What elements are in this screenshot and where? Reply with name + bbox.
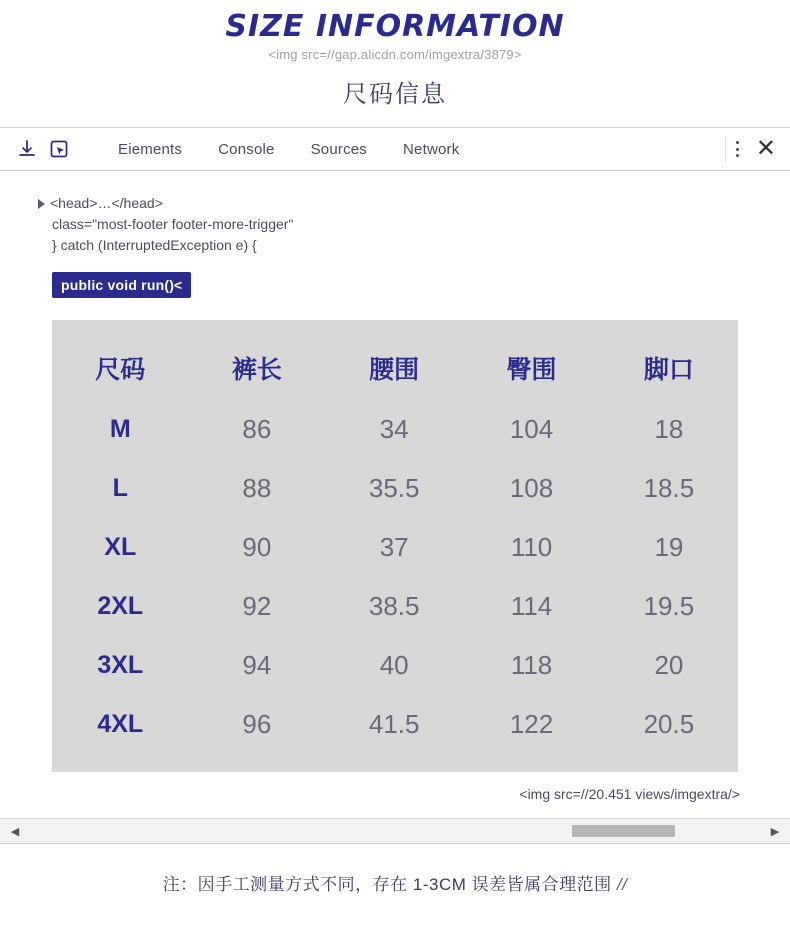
table-row (52, 636, 738, 695)
table-row (52, 695, 738, 754)
image-source-note: <img src=//20.451 views/imgextra/> (519, 786, 740, 802)
code-line[interactable]: class="most-footer footer-more-trigger" (52, 216, 294, 232)
scrollbar-track[interactable] (26, 825, 764, 837)
tab-console[interactable]: Console (218, 140, 275, 158)
cell-size: 3XL (97, 651, 144, 679)
cell-hip: 114 (510, 591, 553, 621)
cell-waist: 41.5 (368, 709, 420, 739)
page-title-chinese: 尺码信息 (343, 81, 447, 108)
table-row (52, 400, 738, 459)
download-icon[interactable] (14, 136, 40, 162)
page-subtitle-img-tag: <img src=//gap.alicdn.com/imgextra/3879> (268, 47, 522, 62)
code-line-text: <head>…</head> (50, 195, 163, 211)
cell-leg-opening: 18.5 (643, 473, 695, 503)
kebab-menu-icon[interactable] (736, 141, 740, 157)
devtools-actions (725, 136, 776, 162)
cell-pant-length: 90 (242, 532, 272, 562)
column-header-pant-length: 裤长 (231, 356, 282, 384)
cell-leg-opening: 19 (654, 532, 684, 562)
cell-leg-opening: 20.5 (643, 709, 695, 739)
cell-waist: 40 (379, 650, 409, 680)
cell-hip: 110 (510, 532, 553, 562)
column-header-size: 尺码 (95, 356, 146, 384)
devtools-tabs (100, 141, 725, 158)
cell-size: L (112, 474, 128, 502)
tab-elements[interactable]: Eiements (118, 140, 183, 158)
cell-waist: 34 (379, 414, 409, 444)
column-header-hip: 臀围 (506, 356, 557, 384)
scrollbar-thumb[interactable] (572, 825, 675, 837)
code-panel (0, 171, 790, 298)
horizontal-scrollbar[interactable] (0, 818, 790, 844)
footer-note-suffix: // (616, 875, 628, 894)
tab-network[interactable]: Network (403, 140, 460, 158)
size-table (52, 334, 738, 754)
table-header-row (52, 334, 738, 400)
close-icon[interactable]: ✕ (755, 135, 776, 162)
column-header-leg-opening: 脚口 (643, 356, 694, 384)
scroll-left-arrow-icon[interactable]: ◀ (10, 825, 20, 838)
size-table-container (52, 320, 738, 772)
code-line[interactable] (38, 193, 740, 214)
cell-hip: 104 (509, 414, 554, 444)
cell-waist: 38.5 (368, 591, 420, 621)
cell-waist: 35.5 (368, 473, 420, 503)
cell-size: 2XL (97, 592, 144, 620)
cell-leg-opening: 19.5 (643, 591, 695, 621)
code-line[interactable]: } catch (InterruptedException e) { (52, 237, 257, 253)
expand-triangle-icon[interactable] (38, 199, 45, 209)
cell-pant-length: 88 (242, 473, 272, 503)
page-header (0, 0, 790, 109)
cell-leg-opening: 20 (654, 650, 684, 680)
scroll-right-arrow-icon[interactable]: ▶ (770, 825, 780, 838)
cell-waist: 37 (379, 532, 409, 562)
page-title: SIZE INFORMATION (225, 9, 565, 44)
column-header-waist: 腰围 (369, 356, 420, 384)
cell-hip: 118 (510, 650, 553, 680)
cell-size: M (109, 415, 131, 443)
footer-note-text: 注：因手工测量方式不同，存在 1-3CM 误差皆属合理范围 (162, 875, 612, 894)
cell-pant-length: 92 (242, 591, 272, 621)
footer-note (0, 844, 790, 895)
cell-hip: 108 (509, 473, 554, 503)
tab-sources[interactable]: Sources (310, 140, 368, 158)
table-row (52, 459, 738, 518)
cell-size: XL (104, 533, 137, 561)
table-row (52, 577, 738, 636)
table-row (52, 518, 738, 577)
devtools-toolbar (0, 127, 790, 171)
inspect-icon[interactable] (46, 136, 72, 162)
cell-pant-length: 86 (242, 414, 272, 444)
cell-hip: 122 (509, 709, 554, 739)
cell-size: 4XL (97, 710, 144, 738)
cell-leg-opening: 18 (654, 414, 684, 444)
cell-pant-length: 94 (242, 650, 272, 680)
cell-pant-length: 96 (242, 709, 272, 739)
code-highlight-chip[interactable]: public void run()< (52, 272, 191, 298)
